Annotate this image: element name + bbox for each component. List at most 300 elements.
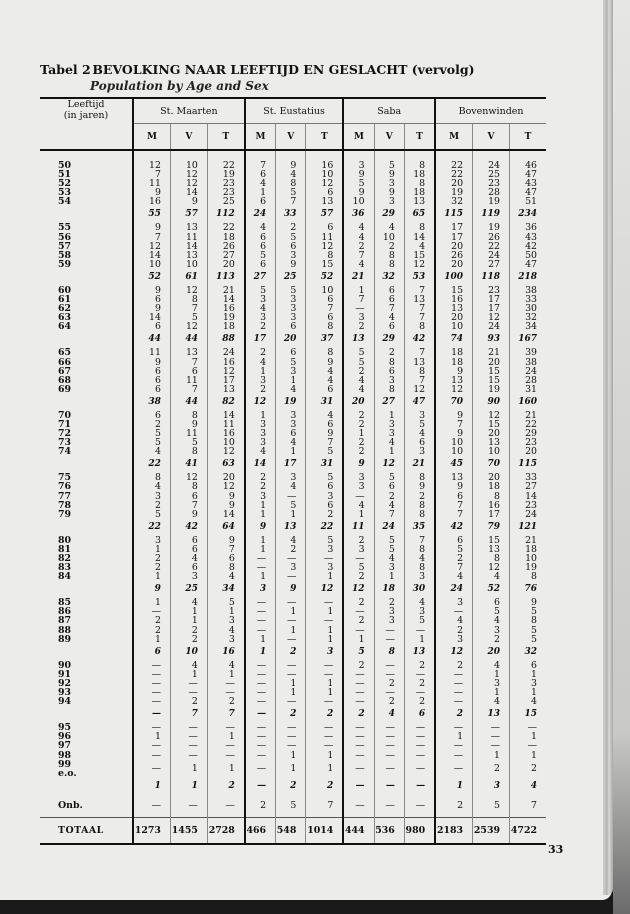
value-cell: 5 <box>276 286 306 295</box>
sub-header-t: T <box>524 131 532 142</box>
value-cell: 32 <box>374 269 404 286</box>
age-cell <box>40 251 133 260</box>
value-cell: 1 <box>404 635 435 644</box>
value-cell: — <box>404 795 435 818</box>
value-cell: 12 <box>207 367 244 376</box>
value-cell: 6 <box>306 420 343 429</box>
age-label: 63 <box>58 312 72 324</box>
value-cell: 10 <box>207 438 244 447</box>
value-cell: 12 <box>306 242 343 251</box>
age-label: 82 <box>58 553 72 564</box>
value-cell: 7 <box>133 233 170 242</box>
value-cell: 2 <box>133 563 170 572</box>
subtotal-row <box>40 206 546 223</box>
value-cell: 20 <box>435 179 472 188</box>
value-cell: 28 <box>525 374 537 386</box>
value-cell: 2 <box>343 367 374 376</box>
value-cell: 10 <box>435 447 472 456</box>
value-cell: 22 <box>207 223 244 232</box>
value-cell: — <box>374 688 404 697</box>
value-cell: 4 <box>170 661 207 670</box>
value-cell: 21 <box>473 348 510 357</box>
value-cell: — <box>374 778 404 795</box>
value-cell: 28 <box>473 188 510 197</box>
value-cell: 7 <box>170 706 207 723</box>
value-cell: 10 <box>133 260 170 269</box>
age-label: 60 <box>58 284 72 296</box>
value-cell: 18 <box>404 188 435 197</box>
value-cell: — <box>306 697 343 706</box>
value-cell: 1 <box>276 607 306 616</box>
value-cell: 2 <box>343 420 374 429</box>
value-cell: 5 <box>531 624 537 636</box>
value-cell: — <box>245 778 276 795</box>
value-cell: 12 <box>170 179 207 188</box>
value-cell: 12 <box>170 322 207 331</box>
value-cell: 27 <box>374 394 404 411</box>
value-cell: 1 <box>133 572 170 581</box>
value-cell: 3 <box>343 313 374 322</box>
value-cell: 5 <box>133 510 170 519</box>
value-cell: 17 <box>276 456 306 473</box>
value-cell: 1 <box>473 670 510 679</box>
value-cell: 20 <box>207 260 244 269</box>
value-cell: 4 <box>435 572 472 581</box>
value-cell: 5 <box>374 536 404 545</box>
value-cell: 8 <box>404 473 435 482</box>
age-cell <box>40 304 133 313</box>
value-cell: 52 <box>306 269 343 286</box>
value-cell: 7 <box>276 197 306 206</box>
area-header-saba: Saba <box>343 98 435 124</box>
value-cell: 3 <box>245 581 276 598</box>
age-cell <box>40 456 133 473</box>
value-cell: 7 <box>306 304 343 313</box>
table-label: Tabel 2 <box>40 62 91 77</box>
value-cell: 5 <box>276 795 306 818</box>
value-cell: 10 <box>170 644 207 661</box>
value-cell: 14 <box>133 313 170 322</box>
age-cell <box>40 679 133 688</box>
population-table <box>40 97 546 845</box>
value-cell: 51 <box>525 196 537 208</box>
value-cell: 8 <box>276 179 306 188</box>
sub-header-v: V <box>473 124 510 151</box>
value-cell: 2 <box>276 778 306 795</box>
value-cell: — <box>245 751 276 760</box>
value-cell: 6 <box>374 322 404 331</box>
value-cell: — <box>404 732 435 741</box>
value-cell: 19 <box>473 223 510 232</box>
value-cell: 50 <box>525 249 537 261</box>
value-cell: 3 <box>343 473 374 482</box>
value-cell: 2 <box>306 510 343 519</box>
value-cell: 1 <box>276 447 306 456</box>
value-cell: 12 <box>170 170 207 179</box>
age-cell <box>40 242 133 251</box>
value-cell: 4 <box>207 661 244 670</box>
value-cell: 1 <box>276 751 306 760</box>
age-label: 58 <box>58 249 72 261</box>
value-cell: — <box>473 741 510 750</box>
value-cell: 18 <box>207 233 244 242</box>
age-label: 78 <box>58 499 72 511</box>
value-cell: 70 <box>473 456 510 473</box>
age-label: 92 <box>58 677 72 689</box>
value-cell: 9 <box>435 367 472 376</box>
value-cell: 1 <box>306 635 343 644</box>
value-cell: 3 <box>531 677 537 689</box>
value-cell: 9 <box>133 581 170 598</box>
value-cell: 18 <box>435 348 472 357</box>
value-cell: 2 <box>276 223 306 232</box>
value-cell: 20 <box>276 331 306 348</box>
value-cell: 16 <box>473 501 510 510</box>
value-cell: 22 <box>306 519 343 536</box>
value-cell: — <box>527 722 537 734</box>
value-cell: 3 <box>245 295 276 304</box>
value-cell: — <box>404 723 435 732</box>
value-cell: 1 <box>531 731 537 743</box>
value-cell: 10 <box>435 322 472 331</box>
value-cell: 24 <box>473 251 510 260</box>
value-cell: — <box>343 492 374 501</box>
value-cell: 13 <box>404 197 435 206</box>
value-cell: 88 <box>207 331 244 348</box>
value-cell: — <box>374 741 404 750</box>
value-cell: 2 <box>343 572 374 581</box>
value-cell: 10 <box>435 438 472 447</box>
value-cell: 21 <box>207 286 244 295</box>
table-row <box>40 572 546 581</box>
subtotal-row <box>40 331 546 348</box>
value-cell: 44 <box>133 331 170 348</box>
value-cell: 4 <box>473 572 510 581</box>
value-cell: 64 <box>207 519 244 536</box>
value-cell: 74 <box>435 331 472 348</box>
value-cell: 1 <box>245 411 276 420</box>
value-cell: — <box>245 723 276 732</box>
age-label: 65 <box>58 347 72 359</box>
value-cell: 13 <box>170 348 207 357</box>
age-label: 54 <box>58 196 72 208</box>
value-cell: 33 <box>525 472 537 484</box>
value-cell: 1 <box>306 607 343 616</box>
value-cell: 6 <box>133 376 170 385</box>
age-cell <box>40 286 133 295</box>
value-cell: 3 <box>245 376 276 385</box>
value-cell: — <box>245 554 276 563</box>
value-cell: 57 <box>170 206 207 223</box>
value-cell: 4 <box>306 367 343 376</box>
value-cell: 160 <box>518 396 537 407</box>
value-cell: 3 <box>404 572 435 581</box>
value-cell: 1 <box>435 778 472 795</box>
area-header-st-maarten: St. Maarten <box>133 98 245 124</box>
value-cell: 1 <box>170 607 207 616</box>
age-cell <box>40 545 133 554</box>
table-subtitle: Population by Age and Sex <box>90 79 269 93</box>
value-cell: 18 <box>435 358 472 367</box>
value-cell: 5 <box>133 438 170 447</box>
value-cell: 14 <box>525 490 537 502</box>
value-cell: 55 <box>133 206 170 223</box>
value-cell: 43 <box>525 178 537 190</box>
age-cell <box>40 635 133 644</box>
value-cell: 25 <box>170 581 207 598</box>
value-cell: 18 <box>404 170 435 179</box>
value-cell: 25 <box>473 170 510 179</box>
subtotal-row <box>40 581 546 598</box>
value-cell: 2 <box>133 554 170 563</box>
value-cell: 31 <box>306 394 343 411</box>
value-cell: — <box>245 626 276 635</box>
value-cell: 14 <box>404 233 435 242</box>
value-cell: 3 <box>276 411 306 420</box>
value-cell: 7 <box>435 420 472 429</box>
value-cell: 3 <box>276 563 306 572</box>
value-cell: 44 <box>170 394 207 411</box>
age-label: 56 <box>58 231 72 243</box>
value-cell: 5 <box>404 420 435 429</box>
value-cell: 15 <box>473 376 510 385</box>
age-cell <box>40 607 133 616</box>
value-cell: 3 <box>276 304 306 313</box>
value-cell: 65 <box>404 206 435 223</box>
value-cell: 11 <box>170 233 207 242</box>
value-cell: 12 <box>473 313 510 322</box>
value-cell: 14 <box>133 251 170 260</box>
table-row <box>40 197 546 206</box>
value-cell: 42 <box>525 240 537 252</box>
age-cell <box>40 411 133 420</box>
value-cell: — <box>245 563 276 572</box>
value-cell: 4 <box>276 385 306 394</box>
age-label: 87 <box>58 615 72 627</box>
value-cell: 15 <box>473 536 510 545</box>
value-cell: — <box>473 732 510 741</box>
value-cell: 4 <box>306 376 343 385</box>
area-header-bovenwinden: Bovenwinden <box>435 98 546 124</box>
unknown-age-row <box>40 795 546 818</box>
value-cell: 9 <box>435 429 472 438</box>
value-cell: 5 <box>133 429 170 438</box>
value-cell: 16 <box>207 429 244 438</box>
value-cell: 11 <box>207 420 244 429</box>
value-cell: 4 <box>530 780 537 791</box>
value-cell: 1 <box>133 635 170 644</box>
age-label: 95 <box>58 722 72 734</box>
value-cell: — <box>435 741 472 750</box>
value-cell: 13 <box>435 376 472 385</box>
value-cell: — <box>306 554 343 563</box>
value-cell: 4 <box>207 572 244 581</box>
value-cell: — <box>435 679 472 688</box>
value-cell: 11 <box>306 233 343 242</box>
value-cell: 6 <box>473 598 510 607</box>
value-cell: 8 <box>404 563 435 572</box>
value-cell: 16 <box>207 304 244 313</box>
value-cell: 1 <box>435 732 472 741</box>
value-cell: — <box>170 723 207 732</box>
age-label: 81 <box>58 543 72 555</box>
value-cell: 33 <box>525 294 537 306</box>
value-cell: 5 <box>306 447 343 456</box>
value-cell: 8 <box>404 322 435 331</box>
value-cell: 16 <box>435 295 472 304</box>
value-cell: 5 <box>343 179 374 188</box>
value-cell: 7 <box>245 150 276 170</box>
value-cell: 4 <box>343 233 374 242</box>
value-cell: 9 <box>207 492 244 501</box>
value-cell: 6 <box>133 322 170 331</box>
age-cell <box>40 358 133 367</box>
value-cell: — <box>245 598 276 607</box>
value-cell: 26 <box>435 251 472 260</box>
age-cell <box>40 269 133 286</box>
value-cell: 17 <box>435 223 472 232</box>
age-cell <box>40 385 133 394</box>
value-cell: 47 <box>525 187 537 199</box>
value-cell: 12 <box>133 150 170 170</box>
value-cell: 8 <box>404 367 435 376</box>
value-cell: — <box>245 732 276 741</box>
value-cell: 30 <box>525 303 537 315</box>
value-cell: 8 <box>404 501 435 510</box>
value-cell: 2 <box>374 598 404 607</box>
value-cell: 4 <box>133 482 170 491</box>
value-cell: 5 <box>306 473 343 482</box>
value-cell: 2 <box>276 706 306 723</box>
value-cell: — <box>404 760 435 778</box>
value-cell: 8 <box>374 385 404 394</box>
age-label: 73 <box>58 437 72 449</box>
value-cell: 5 <box>404 616 435 625</box>
value-cell: 24 <box>473 322 510 331</box>
value-cell: 9 <box>207 501 244 510</box>
value-cell: — <box>343 751 374 760</box>
value-cell: 3 <box>245 492 276 501</box>
value-cell: 4 <box>473 616 510 625</box>
value-cell: 1 <box>343 286 374 295</box>
age-cell <box>40 519 133 536</box>
value-cell: 5 <box>207 598 244 607</box>
page-edge <box>603 0 613 895</box>
value-cell: 22 <box>435 170 472 179</box>
value-cell: 1 <box>133 778 170 795</box>
value-cell: 52 <box>133 269 170 286</box>
value-cell: 23 <box>473 286 510 295</box>
value-cell: — <box>435 688 472 697</box>
value-cell: — <box>435 751 472 760</box>
value-cell: — <box>374 723 404 732</box>
value-cell: 2 <box>435 626 472 635</box>
age-cell <box>40 644 133 661</box>
value-cell: — <box>343 697 374 706</box>
value-cell: 1 <box>306 572 343 581</box>
value-cell: — <box>276 723 306 732</box>
value-cell: 19 <box>207 170 244 179</box>
value-cell: 4 <box>133 447 170 456</box>
age-cell <box>40 482 133 491</box>
value-cell: 1 <box>306 760 343 778</box>
value-cell: — <box>343 741 374 750</box>
value-cell: 3 <box>207 616 244 625</box>
value-cell: 1 <box>343 510 374 519</box>
value-cell: 11 <box>170 429 207 438</box>
value-cell: 4 <box>435 616 472 625</box>
value-cell: 4 <box>207 626 244 635</box>
value-cell: 3 <box>435 635 472 644</box>
value-cell: 4 <box>170 598 207 607</box>
value-cell: 3 <box>276 367 306 376</box>
value-cell: 1 <box>374 411 404 420</box>
value-cell: 34 <box>207 581 244 598</box>
age-label: 88 <box>58 624 72 636</box>
value-cell: 4 <box>374 554 404 563</box>
value-cell: 6 <box>170 563 207 572</box>
value-cell: 6 <box>306 313 343 322</box>
value-cell: 57 <box>306 206 343 223</box>
value-cell: 6 <box>245 170 276 179</box>
value-cell: 18 <box>525 543 537 555</box>
age-cell <box>40 688 133 697</box>
value-cell: 112 <box>207 206 244 223</box>
value-cell: 6 <box>276 348 306 357</box>
value-cell: — <box>276 554 306 563</box>
value-cell: 6 <box>133 385 170 394</box>
value-cell: 7 <box>343 251 374 260</box>
age-cell <box>40 179 133 188</box>
value-cell: 5 <box>473 607 510 616</box>
age-label: 98 <box>58 749 72 761</box>
value-cell: — <box>170 751 207 760</box>
value-cell: 21 <box>525 534 537 546</box>
value-cell: 1 <box>245 501 276 510</box>
value-cell: 9 <box>170 197 207 206</box>
value-cell: — <box>207 723 244 732</box>
value-cell: 10 <box>473 447 510 456</box>
age-column-header <box>40 98 133 150</box>
value-cell: 6 <box>276 242 306 251</box>
value-cell: 8 <box>207 563 244 572</box>
value-cell: 3 <box>374 563 404 572</box>
value-cell: 12 <box>343 581 374 598</box>
value-cell: — <box>343 778 374 795</box>
value-cell: 2 <box>245 385 276 394</box>
value-cell: 15 <box>524 709 537 720</box>
age-label: 70 <box>58 409 72 421</box>
value-cell: 19 <box>435 188 472 197</box>
value-cell: 13 <box>343 331 374 348</box>
value-cell: 13 <box>170 251 207 260</box>
value-cell: 3 <box>374 376 404 385</box>
value-cell: 4 <box>245 304 276 313</box>
value-cell: 1 <box>245 545 276 554</box>
value-cell: — <box>245 661 276 670</box>
value-cell: 19 <box>473 385 510 394</box>
value-cell: 6 <box>306 223 343 232</box>
value-cell: 12 <box>435 644 472 661</box>
value-cell: 3 <box>306 492 343 501</box>
age-cell <box>40 260 133 269</box>
age-label: 80 <box>58 534 72 546</box>
value-cell: — <box>374 751 404 760</box>
value-cell: 8 <box>404 510 435 519</box>
value-cell: 6 <box>170 367 207 376</box>
age-label: Onb. <box>58 800 83 812</box>
age-cell <box>40 331 133 348</box>
